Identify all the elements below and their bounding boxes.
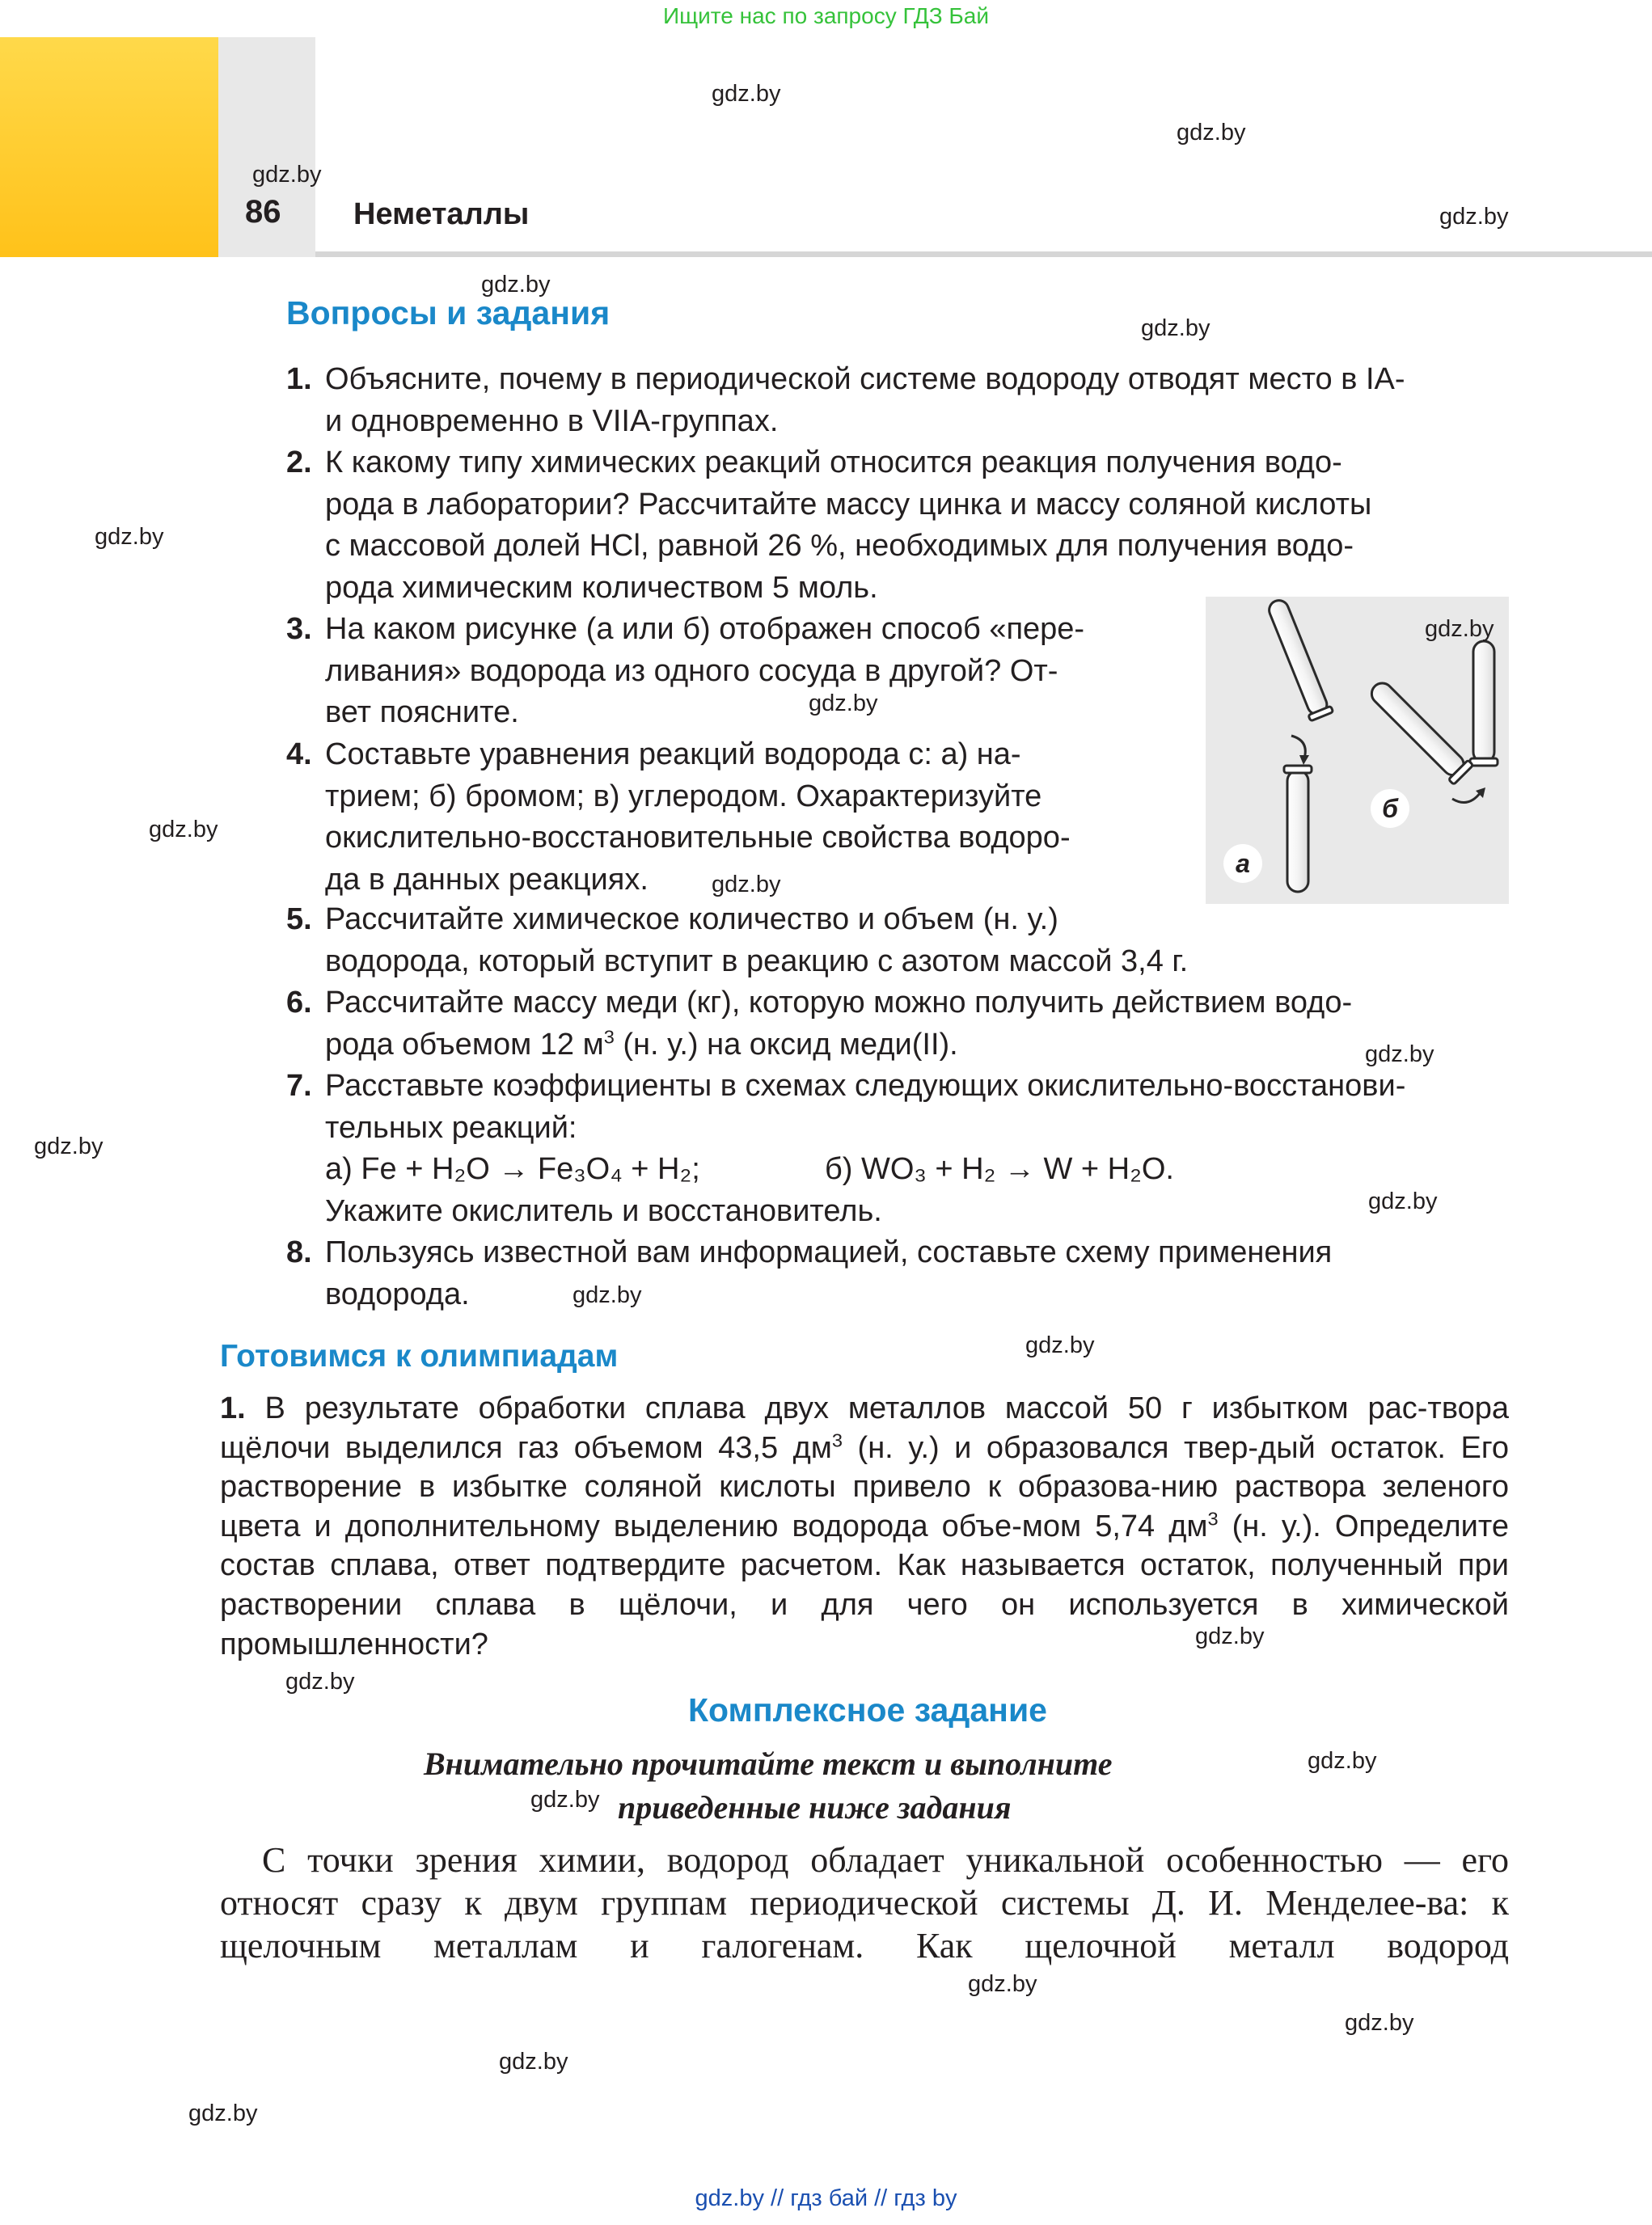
watermark: gdz.by (968, 1971, 1037, 1997)
watermark: gdz.by (1177, 120, 1246, 146)
question-line: окислительно-восстановительные свойства водоро- (325, 821, 1071, 855)
question-line: Рассчитайте химическое количество и объем (н. у.) (325, 902, 1058, 936)
watermark: gdz.by (252, 162, 322, 188)
header-rule (315, 251, 1652, 257)
test-tubes-figure (1206, 597, 1509, 904)
section-title: Неметаллы (353, 197, 530, 231)
olympiad-task: 1. В результате обработки сплава двух металлов массой 50 г избытком рас-твора щёлочи выделился газ объемом 43,5 $дм^3$ (н. у.) и образовался твер-дый остаток. Его растворение в избытке соляной кислоты привело к образова-нию раствора зеленого цвета и дополнительному выделению водорода объе-мом 5,74 $дм^3$ (н. у.). Определите состав сплава, ответ подтвердите расчетом. Как называется остаток, полученный при растворении сплава в щёлочи, и для чего он используется в химической промышленности? (220, 1391, 1509, 1661)
question-line: рода химическим количеством 5 моль. (325, 570, 878, 605)
yellow-corner-band (0, 37, 218, 257)
watermark: gdz.by (712, 81, 781, 107)
page-number: 86 (245, 194, 281, 230)
watermark: gdz.by (1025, 1332, 1095, 1358)
question-line: На каком рисунке (а или б) отображен способ «пере- (325, 612, 1085, 646)
question-line: водорода, который вступит в реакцию с азотом массой 3,4 г. (325, 944, 1189, 978)
watermark: gdz.by (188, 2100, 258, 2126)
watermark: gdz.by (1308, 1748, 1377, 1774)
watermark: gdz.by (1365, 1041, 1434, 1067)
watermark: gdz.by (530, 1787, 600, 1813)
question-line: водорода. (325, 1277, 470, 1311)
watermark: gdz.by (1141, 315, 1210, 341)
figure-label-b: б (1382, 794, 1398, 823)
complex-subtitle-line2: приведенные ниже задания (618, 1789, 1012, 1826)
test-tubes-illustration (1206, 597, 1509, 904)
question-line: рода объемом 12 $м^3$ (н. у.) на оксид меди(II). (325, 1025, 958, 1062)
question-line: Пользуясь известной вам информацией, составьте схему применения (325, 1235, 1333, 1269)
watermark: gdz.by (149, 817, 218, 842)
watermark: gdz.by (809, 690, 878, 716)
question-line: да в данных реакциях. (325, 862, 649, 897)
question-line: тельных реакций: (325, 1110, 577, 1145)
question-line: Объясните, почему в периодической системе водороду отводят место в IA- (325, 362, 1405, 396)
question-line: Укажите окислитель и восстановитель. (325, 1193, 882, 1228)
watermark: gdz.by (499, 2049, 568, 2075)
question-line: ливания» водорода из одного сосуда в другой? От- (325, 653, 1058, 688)
olympiad-heading: Готовимся к олимпиадам (220, 1339, 619, 1374)
watermark: gdz.by (95, 524, 164, 550)
question-line: Расставьте коэффициенты в схемах следующих окислительно-восстанови- (325, 1069, 1406, 1103)
watermark: gdz.by (712, 872, 781, 897)
watermark: gdz.by (1345, 2010, 1414, 2036)
watermark: gdz.by (1195, 1623, 1265, 1649)
complex-text: С точки зрения химии, водород обладает уникальной особенностью — его относят сразу к двум группам периодической системы Д. И. Менделее-ва: к щелочным металлам и галогенам. Как щелочной металл водород (220, 1840, 1509, 1965)
question-line: Составьте уравнения реакций водорода с: а) на- (325, 737, 1021, 771)
equation-a: а) Fe + H₂O → Fe₃O₄ + H₂; (325, 1152, 700, 1186)
top-banner[interactable]: Ищите нас по запросу ГДЗ Бай (662, 3, 990, 28)
complex-heading: Комплексное задание (688, 1691, 1047, 1729)
watermark: gdz.by (481, 272, 551, 298)
watermark: gdz.by (1439, 204, 1509, 230)
watermark: gdz.by (285, 1669, 355, 1695)
question-line: и одновременно в VIIA-группах. (325, 403, 779, 438)
question-line: Рассчитайте массу меди (кг), которую можно получить действием водо- (325, 986, 1353, 1020)
equation-row (325, 1149, 1509, 1191)
watermark: gdz.by (1368, 1188, 1438, 1214)
figure-label-a: а (1236, 849, 1250, 878)
question-line: вет поясните. (325, 695, 519, 729)
question-line: трием; б) бромом; в) углеродом. Охарактеризуйте (325, 779, 1042, 813)
question-line: К какому типу химических реакций относится реакция получения водо- (325, 445, 1342, 479)
watermark: gdz.by (34, 1134, 104, 1159)
footer-links[interactable]: gdz.by // гдз бай // гдз by (695, 2185, 957, 2211)
watermark: gdz.by (1425, 616, 1494, 642)
question-line: рода в лаборатории? Рассчитайте массу цинка и массу соляной кислоты (325, 487, 1372, 521)
complex-subtitle-line1: Внимательно прочитайте текст и выполните (424, 1746, 1113, 1782)
question-line: с массовой долей HCl, равной 26 %, необходимых для получения водо- (325, 529, 1354, 563)
equation-b: б) WO₃ + H₂ → W + H₂O. (825, 1152, 1174, 1186)
questions-heading: Вопросы и задания (286, 294, 611, 331)
watermark: gdz.by (572, 1282, 642, 1308)
